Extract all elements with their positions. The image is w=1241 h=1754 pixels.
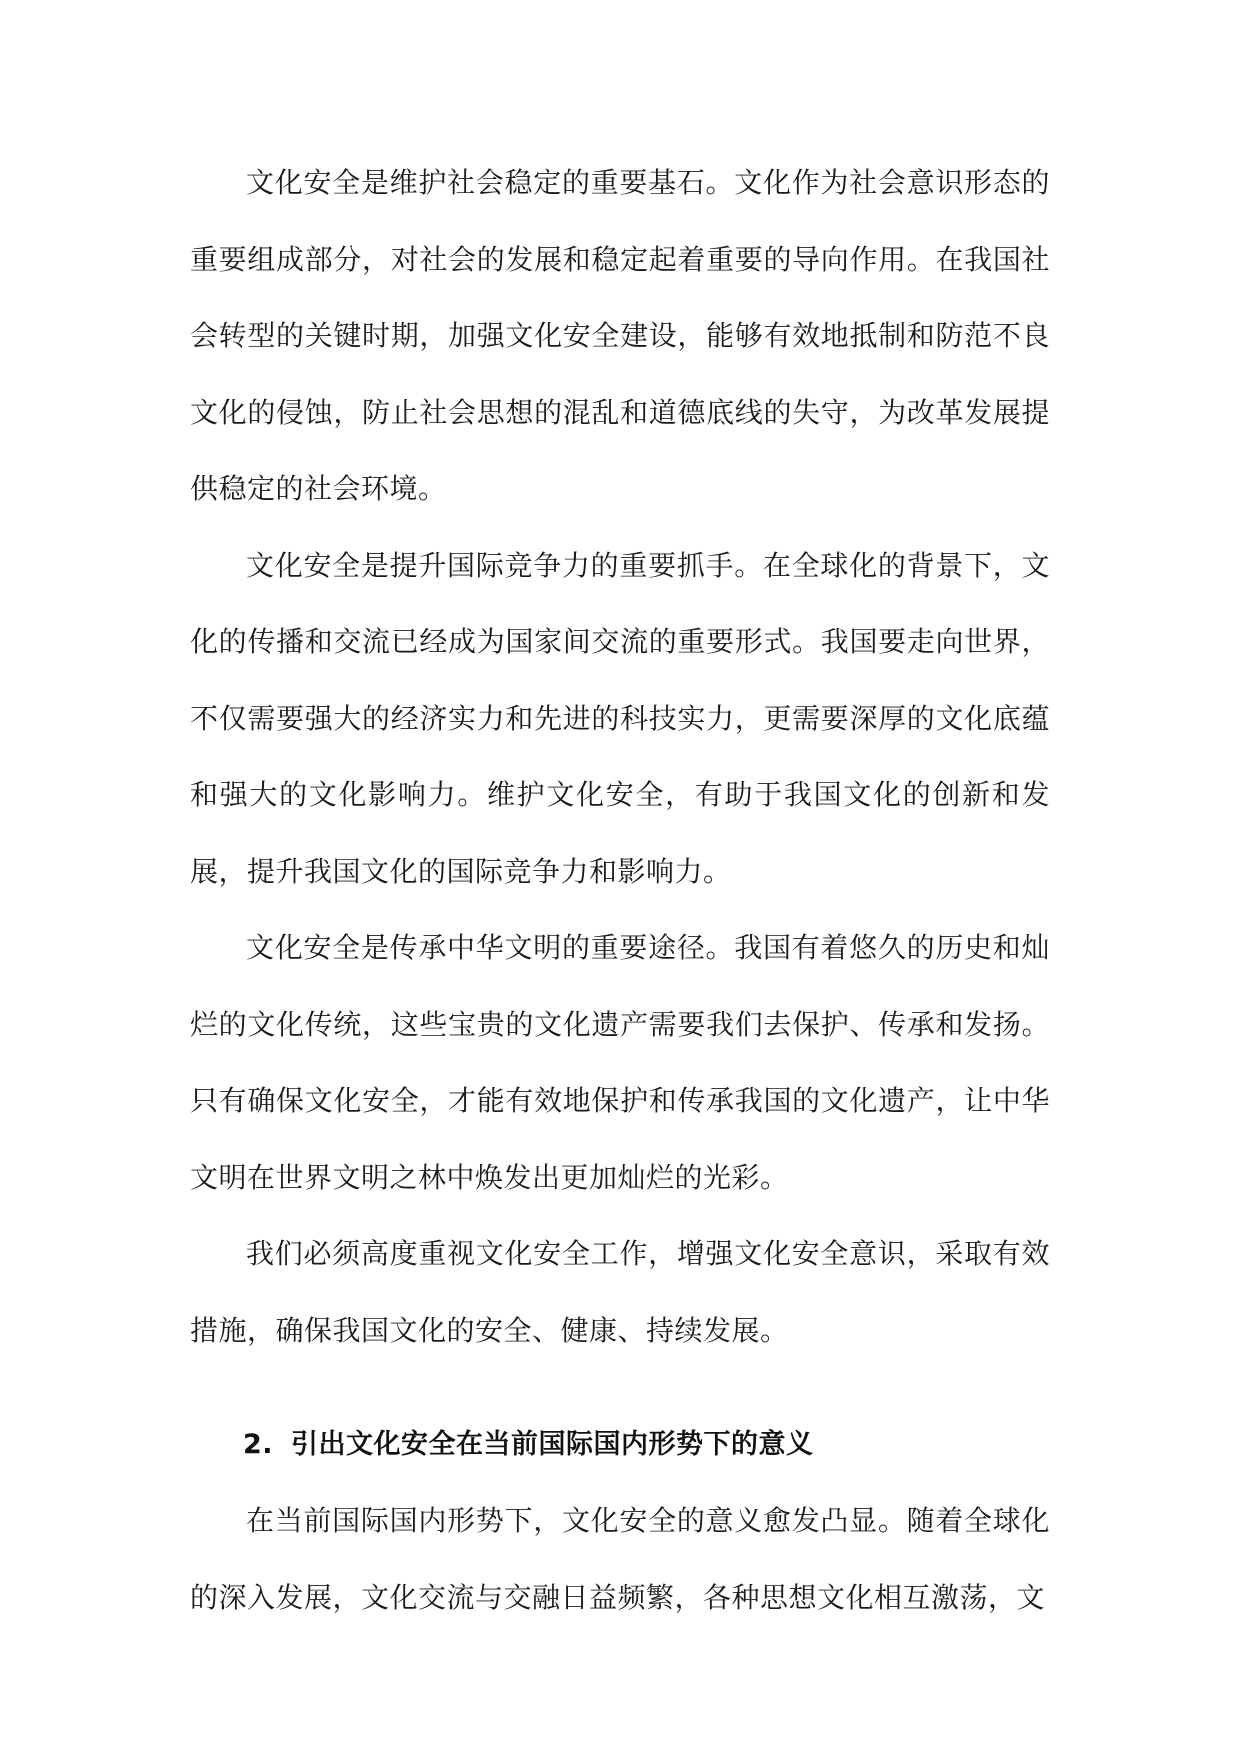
section-title: 引出文化安全在当前国际国内形势下的意义	[291, 1429, 814, 1460]
paragraph-chinese-civilization: 文化安全是传承中华文明的重要途径。我国有着悠久的历史和灿烂的文化传统，这些宝贵的文化遗产需要我们去保护、传承和发扬。只有确保文化安全，才能有效地保护和传承我国的文化遗产，让中华文明在世界文明之林中焕发出更加灿烂的光彩。	[190, 931, 1050, 1194]
section-heading	[190, 1369, 1050, 1483]
paragraph-international-competitiveness: 文化安全是提升国际竞争力的重要抓手。在全球化的背景下，文化的传播和交流已经成为国家间交流的重要形式。我国要走向世界，不仅需要强大的经济实力和先进的科技实力，更需要深厚的文化底蕴和强大的文化影响力。维护文化安全，有助于我国文化的创新和发展，提升我国文化的国际竞争力和影响力。	[190, 548, 1050, 888]
paragraph-conclusion: 我们必须高度重视文化安全工作，增强文化安全意识，采取有效措施，确保我国文化的安全、健康、持续发展。	[190, 1237, 1050, 1347]
paragraph-social-stability: 文化安全是维护社会稳定的重要基石。文化作为社会意识形态的重要组成部分，对社会的发展和稳定起着重要的导向作用。在我国社会转型的关键时期，加强文化安全建设，能够有效地抵制和防范不良文化的侵蚀，防止社会思想的混乱和道德底线的失守，为改革发展提供稳定的社会环境。	[190, 166, 1050, 505]
paragraph-current-situation: 在当前国际国内形势下，文化安全的意义愈发凸显。随着全球化的深入发展，文化交流与交融日益频繁，各种思想文化相互激荡，文	[190, 1504, 1050, 1614]
document-body	[190, 145, 1050, 1636]
section-number: 2.	[243, 1429, 274, 1460]
